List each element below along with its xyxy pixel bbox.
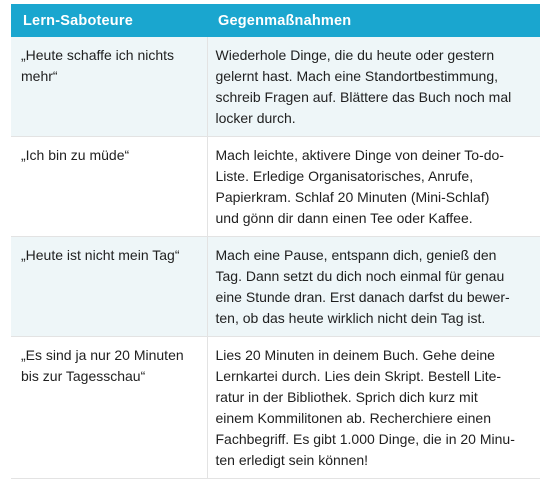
saboteur-line: „Ich bin zu müde“ [21, 147, 130, 163]
measure-line: eine Stunde dran. Erst danach darfst du bewer- [215, 289, 510, 305]
saboteur-line: „Heute schaffe ich nichts [21, 47, 175, 63]
measure-line: einem Kommilitonen ab. Recherchiere einen [215, 410, 491, 426]
measure-line: schreib Fragen auf. Blättere das Buch noch mal [215, 89, 512, 105]
measure-line: Lies 20 Minuten in deinem Buch. Gehe deine [215, 347, 495, 363]
measure-line: locker durch. [215, 110, 296, 126]
saboteur-cell [11, 337, 207, 479]
table-header [11, 4, 540, 37]
table-row [11, 37, 540, 137]
measure-line: gelernt hast. Mach eine Standortbestimmung, [215, 68, 498, 84]
measure-line: Mach eine Pause, entspann dich, genieß den [215, 247, 497, 263]
saboteur-line: bis zur Tagesschau“ [21, 368, 146, 384]
header-saboteure: Lern-Saboteure [11, 4, 207, 37]
measure-line: ratur in der Bibliothek. Sprich dich kurz mit [215, 389, 478, 405]
measure-line: Liste. Erledige Organisatorisches, Anrufe, [215, 168, 474, 184]
saboteur-table [11, 4, 540, 479]
table-row [11, 137, 540, 237]
measure-line: Wiederhole Dinge, die du heute oder gestern [215, 47, 495, 63]
measure-cell [207, 337, 540, 479]
measure-line: ten erledigt sein können! [215, 452, 369, 468]
measure-cell [207, 137, 540, 237]
measure-line: und gönn dir dann einen Tee oder Kaffee. [215, 210, 473, 226]
saboteur-cell [11, 37, 207, 137]
measure-line: Papierkram. Schlaf 20 Minuten (Mini-Schlaf) [215, 189, 490, 205]
measure-line: Tag. Dann setzt du dich noch einmal für genau [215, 268, 505, 284]
measure-line: ten, ob das heute wirklich nicht dein Tag ist. [215, 310, 486, 326]
measure-cell [207, 37, 540, 137]
table-row [11, 237, 540, 337]
saboteur-cell [11, 137, 207, 237]
measure-line: Mach leichte, aktivere Dinge von deiner To-do- [215, 147, 504, 163]
saboteur-cell [11, 237, 207, 337]
table-row [11, 337, 540, 479]
header-row [11, 4, 540, 37]
header-gegenmassnahmen: Gegenmaßnahmen [207, 4, 540, 37]
saboteur-line: mehr“ [21, 68, 58, 84]
measure-line: Lernkartei durch. Lies dein Skript. Bestell Lite- [215, 368, 502, 384]
measure-cell [207, 237, 540, 337]
saboteur-line: „Heute ist nicht mein Tag“ [21, 247, 180, 263]
saboteur-line: „Es sind ja nur 20 Minuten [21, 347, 184, 363]
measure-line: Fachbegriff. Es gibt 1.000 Dinge, die in 20 Minu- [215, 431, 515, 447]
